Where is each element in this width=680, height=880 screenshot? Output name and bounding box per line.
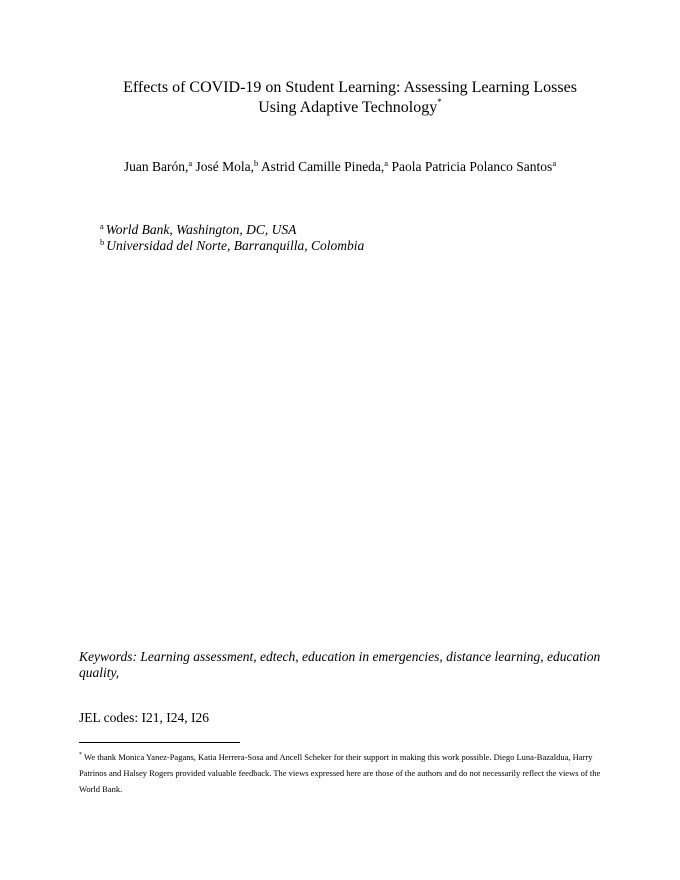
affiliation-list — [100, 222, 364, 254]
footnote-text: We thank Monica Yanez-Pagans, Katia Herrera-Sosa and Ancell Scheker for their support in making this work possible. Diego Luna-Bazaldua, Harry Patrinos and Halsey Rogers provided valuable feedback. The views expressed here are those of the authors and do not necessarily reflect the views of the World Bank. — [79, 752, 601, 794]
author-name: Juan Barón, — [123, 159, 189, 174]
author-name: Astrid Camille Pineda, — [260, 159, 385, 174]
acknowledgement-footnote — [79, 749, 604, 797]
affiliation-mark: b — [100, 237, 105, 247]
author-affiliation-mark: a — [384, 158, 389, 168]
footnote-divider — [79, 742, 240, 743]
title-line-2: Using Adaptive Technology — [258, 99, 438, 116]
title-footnote-marker: * — [437, 97, 442, 107]
affiliation-mark: a — [100, 221, 104, 231]
footnote-marker: * — [79, 752, 82, 758]
author — [124, 159, 192, 174]
author — [261, 159, 388, 174]
jel-codes: JEL codes: I21, I24, I26 — [79, 710, 209, 725]
author-name: José Mola, — [195, 159, 255, 174]
keywords: Keywords: Learning assessment, edtech, education in emergencies, distance learning, education quality, — [79, 649, 601, 680]
author-list — [0, 158, 680, 176]
affiliation — [100, 222, 364, 238]
author — [391, 159, 556, 174]
affiliation-name: World Bank, Washington, DC, USA — [105, 222, 297, 237]
title-line-1: Effects of COVID-19 on Student Learning: Assessing Learning Losses — [123, 79, 577, 96]
author-affiliation-mark: a — [552, 158, 557, 168]
affiliation-name: Universidad del Norte, Barranquilla, Colombia — [106, 238, 365, 253]
author — [196, 159, 259, 174]
author-affiliation-mark: a — [188, 158, 193, 168]
affiliation — [100, 238, 364, 254]
author-name: Paola Patricia Polanco Santos — [391, 159, 553, 174]
author-affiliation-mark: b — [254, 158, 259, 168]
paper-title — [100, 78, 600, 118]
